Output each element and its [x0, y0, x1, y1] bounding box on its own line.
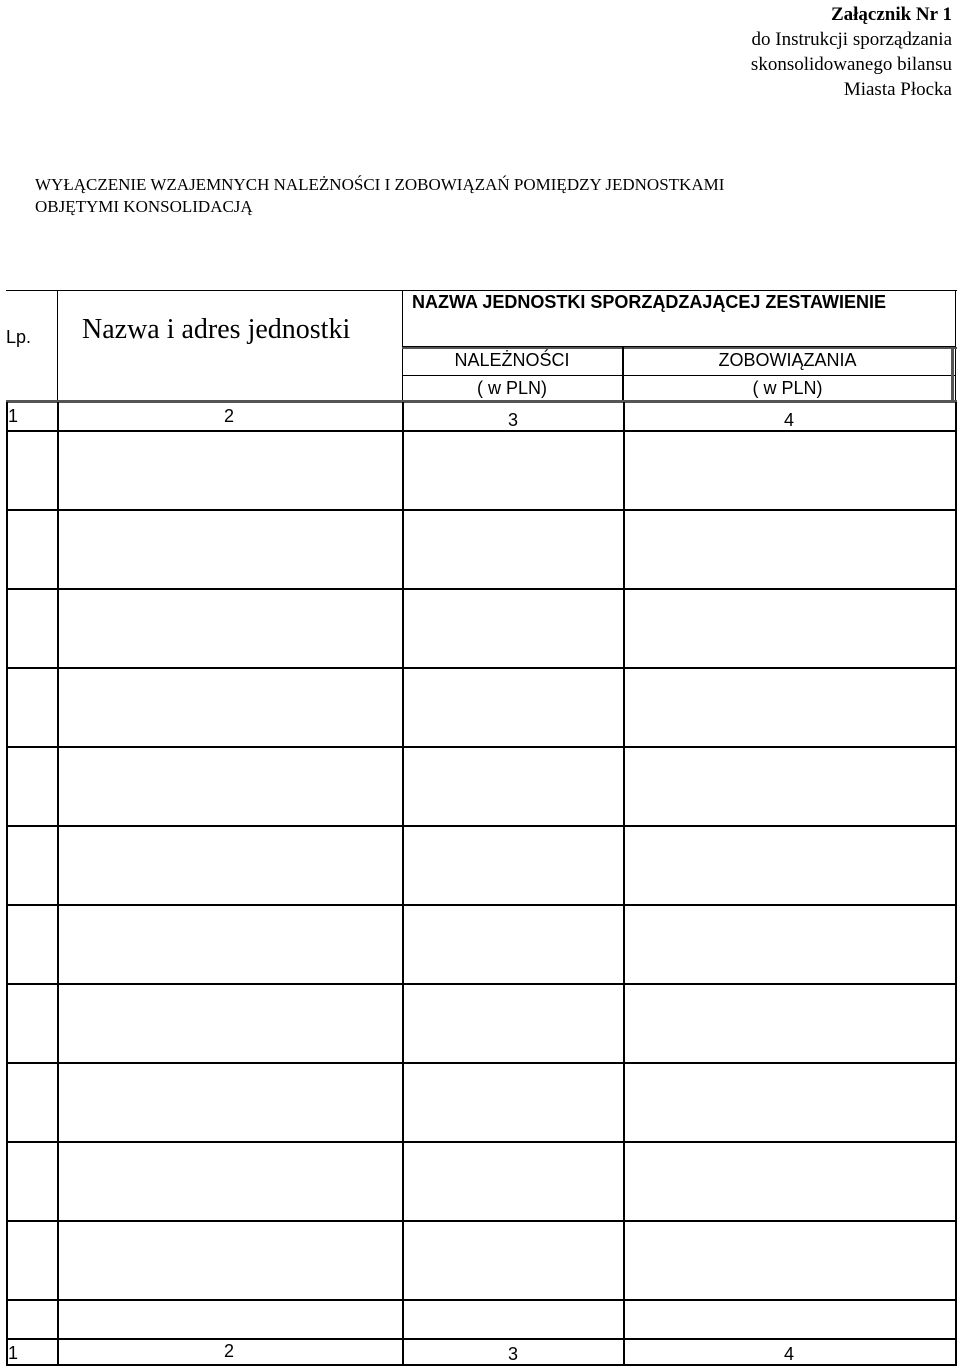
header-divider-lp — [57, 290, 58, 402]
header-right-border — [955, 290, 956, 402]
row-line — [6, 904, 957, 906]
row-line — [6, 1220, 957, 1222]
column-number-4-bottom: 4 — [784, 1344, 795, 1364]
table-body — [6, 402, 957, 1366]
row-line — [6, 1141, 957, 1143]
column-number-2: 2 — [224, 406, 235, 426]
column-number-2-bottom: 2 — [224, 1341, 235, 1361]
row-line — [6, 509, 957, 511]
row-line — [6, 588, 957, 590]
annex-line-2: do Instrukcji sporządzania — [751, 29, 952, 50]
column-lp-header: Lp. — [6, 327, 32, 347]
row-line — [6, 1338, 957, 1340]
group-header-shadow — [402, 347, 957, 349]
annex-line-4: Miasta Płocka — [843, 79, 952, 100]
column-liabilities-unit: ( w PLN) — [752, 378, 823, 398]
row-line — [6, 667, 957, 669]
header-right-shadow — [951, 349, 954, 401]
row-line — [6, 1062, 957, 1064]
row-line — [6, 746, 957, 748]
column-number-4: 4 — [784, 410, 795, 430]
column-number-3-bottom: 3 — [508, 1344, 519, 1364]
annex-line-3: skonsolidowanego bilansu — [750, 54, 952, 75]
row-line — [6, 430, 957, 432]
grid-bottom-border — [6, 1364, 957, 1366]
group-header-title: NAZWA JEDNOSTKI SPORZĄDZAJĄCEJ ZESTAWIENIE — [412, 292, 887, 312]
column-number-3: 3 — [508, 410, 519, 430]
annex-title: Załącznik Nr 1 — [830, 4, 952, 25]
column-receivables-unit: ( w PLN) — [476, 378, 547, 398]
document-title — [35, 174, 915, 218]
column-name-header: Nazwa i adres jednostki — [82, 314, 351, 345]
row-line — [6, 1299, 957, 1301]
document-title-line-1: WYŁĄCZENIE WZAJEMNYCH NALEŻNOŚCI I ZOBOWIĄZAŃ POMIĘDZY JEDNOSTKAMI — [35, 175, 725, 194]
column-number-1: 1 — [8, 406, 19, 426]
subheader-divider — [402, 375, 955, 376]
column-receivables-header: NALEŻNOŚCI — [454, 350, 570, 370]
annex-header — [751, 2, 952, 102]
row-line — [6, 825, 957, 827]
row-line — [6, 983, 957, 985]
column-number-1-bottom: 1 — [8, 1343, 19, 1363]
document-title-line-2: OBJĘTYMI KONSOLIDACJĄ — [35, 197, 253, 216]
column-liabilities-header: ZOBOWIĄZANIA — [718, 350, 857, 370]
header-top-border — [6, 290, 957, 291]
